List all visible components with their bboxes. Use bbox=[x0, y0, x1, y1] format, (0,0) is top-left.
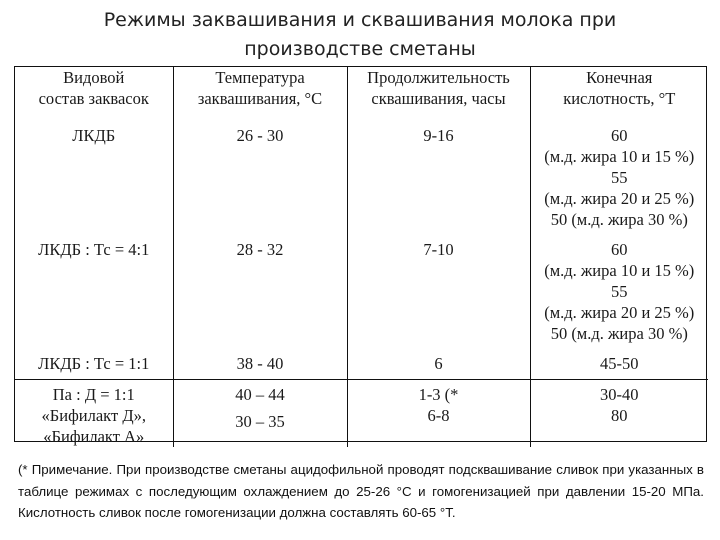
cell-text: «Бифилакт А» bbox=[43, 426, 145, 446]
cell-text: ЛКДБ bbox=[72, 126, 116, 145]
cell-text: 55 bbox=[611, 282, 628, 301]
cell-text: ЛКДБ : Тс = 4:1 bbox=[38, 240, 150, 259]
cell-text: «Бифилакт Д», bbox=[41, 405, 146, 425]
cell-text: ЛКДБ : Тс = 1:1 bbox=[38, 354, 150, 373]
cell-text: 50 (м.д. жира 30 %) bbox=[550, 210, 688, 229]
table-row bbox=[15, 379, 708, 447]
cell-starter bbox=[15, 379, 173, 447]
cell-text: 60 bbox=[611, 126, 628, 145]
cell-text: 9-16 bbox=[423, 126, 454, 145]
header-text: Видовой bbox=[63, 68, 125, 87]
header-cell-acidity bbox=[530, 67, 708, 125]
header-text: кислотность, °Т bbox=[563, 89, 676, 108]
header-text: заквашивания, °С bbox=[197, 89, 323, 108]
title-line-2: производстве сметаны bbox=[244, 38, 476, 60]
cell-duration bbox=[347, 379, 530, 447]
cell-text: 40 – 44 bbox=[235, 384, 285, 404]
cell-text: 1-3 (* bbox=[418, 384, 459, 404]
cell-text: 30-40 bbox=[600, 384, 639, 404]
cell-text: (м.д. жира 10 и 15 %) bbox=[544, 147, 695, 166]
table-row bbox=[15, 125, 708, 239]
cell-acidity bbox=[530, 239, 708, 353]
header-cell-starter bbox=[15, 67, 173, 125]
cell-text: (м.д. жира 10 и 15 %) bbox=[544, 261, 695, 280]
cell-text: 55 bbox=[611, 168, 628, 187]
header-text: Конечная bbox=[586, 68, 653, 87]
cell-starter bbox=[15, 239, 173, 353]
header-text: Продолжительность bbox=[367, 68, 510, 87]
cell-acidity bbox=[530, 379, 708, 447]
title-line-1: Режимы заквашивания и сквашивания молока при bbox=[103, 9, 617, 31]
cell-temperature bbox=[173, 239, 347, 353]
cell-starter bbox=[15, 125, 173, 239]
cell-text: 45-50 bbox=[600, 354, 639, 373]
cell-text: (м.д. жира 20 и 25 %) bbox=[544, 189, 695, 208]
cell-temperature bbox=[173, 125, 347, 239]
cell-text: 30 – 35 bbox=[235, 411, 285, 431]
cell-text: 6 bbox=[434, 354, 443, 373]
header-text: состав заквасок bbox=[38, 89, 149, 108]
footnote: (* Примечание. При производстве сметаны ацидофильной проводят подсквашивание сливок при указанных в таблице режимах с последующим охлаждением до 25-26 °С и гомогенизацией при давлении 15-20 МПа. Кислотность сливок после гомогенизации должна составлять 60-65 °Т. bbox=[18, 462, 704, 520]
cell-text: 26 - 30 bbox=[236, 126, 284, 145]
modes-table bbox=[14, 66, 707, 446]
header-text: сквашивания, часы bbox=[371, 89, 506, 108]
cell-starter bbox=[15, 353, 173, 379]
cell-acidity bbox=[530, 125, 708, 239]
cell-temperature bbox=[173, 353, 347, 379]
cell-duration bbox=[347, 239, 530, 353]
cell-text: 6-8 bbox=[427, 405, 450, 425]
table-row bbox=[15, 239, 708, 353]
page-title bbox=[0, 6, 720, 64]
cell-temperature bbox=[173, 379, 347, 447]
table-header-row bbox=[15, 67, 708, 125]
header-text: Температура bbox=[215, 68, 305, 87]
cell-duration bbox=[347, 353, 530, 379]
table-row bbox=[15, 353, 708, 379]
cell-text: 50 (м.д. жира 30 %) bbox=[550, 324, 688, 343]
cell-text: (м.д. жира 20 и 25 %) bbox=[544, 303, 695, 322]
cell-text: 28 - 32 bbox=[236, 240, 284, 259]
cell-text: Па : Д = 1:1 bbox=[52, 384, 135, 404]
cell-duration bbox=[347, 125, 530, 239]
header-cell-temperature bbox=[173, 67, 347, 125]
cell-text: 38 - 40 bbox=[236, 354, 284, 373]
cell-text: 60 bbox=[611, 240, 628, 259]
cell-text: 7-10 bbox=[423, 240, 454, 259]
header-cell-duration bbox=[347, 67, 530, 125]
cell-text: 80 bbox=[611, 405, 628, 425]
cell-acidity bbox=[530, 353, 708, 379]
